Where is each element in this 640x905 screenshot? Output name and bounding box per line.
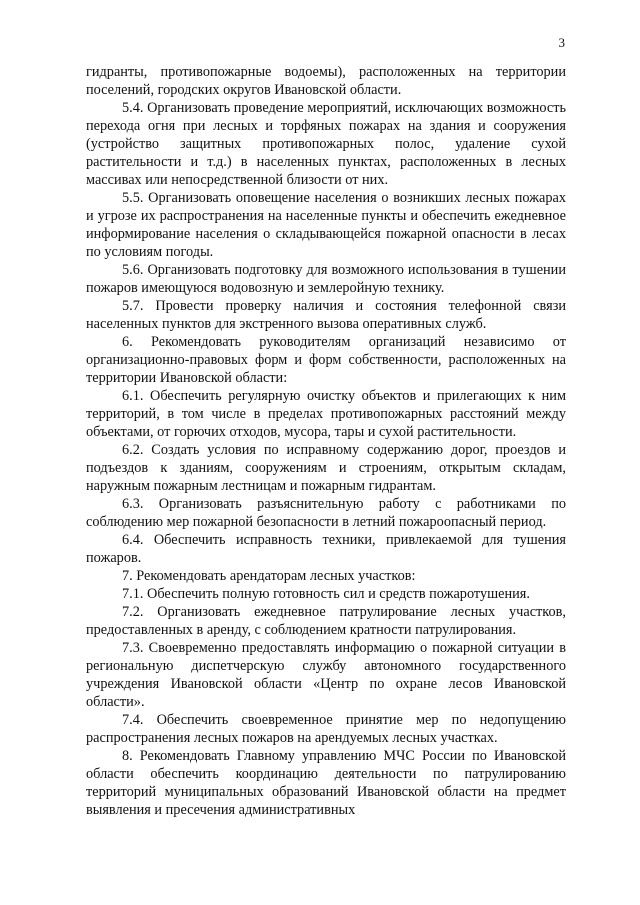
paragraph-6-2: 6.2. Создать условия по исправному содержанию дорог, проездов и подъездов к зданиям, сооружениям и строениям, открытым складам, наружным пожарным лестницам и пожарным гидрантам.: [86, 442, 566, 494]
paragraph-5-5: 5.5. Организовать оповещение населения о возникших лесных пожарах и угрозе их распространения на населенные пункты и обеспечить ежедневное информирование населения о складывающейся пожарной опасности в лесах по условиям погоды.: [86, 190, 566, 260]
page-number: 3: [558, 35, 565, 50]
paragraph-continuation: гидранты, противопожарные водоемы), расположенных на территории поселений, городских округов Ивановской области.: [86, 64, 566, 98]
paragraph-8: 8. Рекомендовать Главному управлению МЧС России по Ивановской области обеспечить координацию деятельности по патрулированию территорий муниципальных образований Ивановской области на предмет выявления и пресечения административных: [86, 748, 566, 818]
paragraph-7-3: 7.3. Своевременно предоставлять информацию о пожарной ситуации в региональную диспетчерскую службу автономного государственного учреждения Ивановской области «Центр по охране лесов Ивановской области».: [86, 640, 566, 710]
paragraph-6-4: 6.4. Обеспечить исправность техники, привлекаемой для тушения пожаров.: [86, 532, 566, 566]
paragraph-5-6: 5.6. Организовать подготовку для возможного использования в тушении пожаров имеющуюся водовозную и землеройную технику.: [86, 262, 566, 296]
paragraph-5-7: 5.7. Провести проверку наличия и состояния телефонной связи населенных пунктов для экстренного вызова оперативных служб.: [86, 298, 566, 332]
document-body: [86, 63, 566, 819]
paragraph-6-3: 6.3. Организовать разъяснительную работу с работниками по соблюдению мер пожарной безопасности в летний пожароопасный период.: [86, 496, 566, 530]
paragraph-7-1: 7.1. Обеспечить полную готовность сил и средств пожаротушения.: [122, 586, 530, 602]
paragraph-5-4: 5.4. Организовать проведение мероприятий, исключающих возможность перехода огня при лесных и торфяных пожарах на здания и сооружения (устройство защитных противопожарных полос, удаление сухой растительности и т.д.) в населенных пунктах, расположенных в лесных массивах или непосредственной близости от них.: [86, 100, 566, 188]
paragraph-7-2: 7.2. Организовать ежедневное патрулирование лесных участков, предоставленных в аренду, с соблюдением кратности патрулирования.: [86, 604, 566, 638]
paragraph-6: 6. Рекомендовать руководителям организаций независимо от организационно-правовых форм и форм собственности, расположенных на территории Ивановской области:: [86, 334, 566, 386]
paragraph-6-1: 6.1. Обеспечить регулярную очистку объектов и прилегающих к ним территорий, в том числе в пределах противопожарных расстояний между объектами, от горючих отходов, мусора, тары и сухой растительности.: [86, 388, 566, 440]
paragraph-7: 7. Рекомендовать арендаторам лесных участков:: [122, 568, 416, 584]
paragraph-7-4: 7.4. Обеспечить своевременное принятие мер по недопущению распространения лесных пожаров на арендуемых лесных участках.: [86, 712, 566, 746]
